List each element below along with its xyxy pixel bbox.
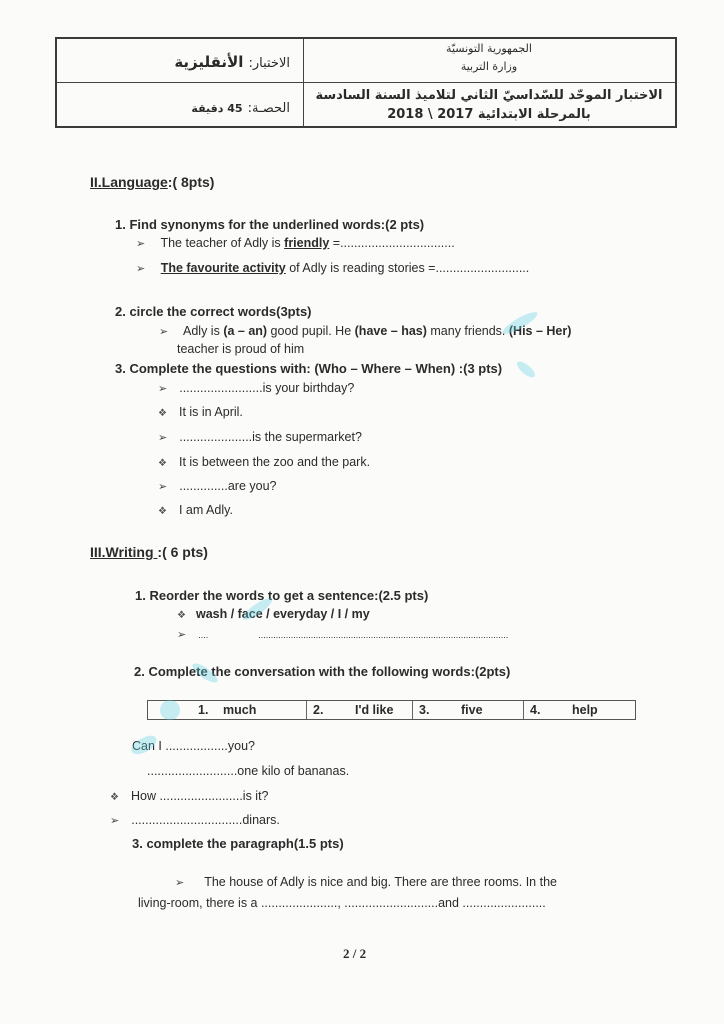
reorder-answer-line: ➢ .... .................................................................................................... [177, 629, 509, 641]
q-circle-title: 2. circle the correct words(3pts) [115, 304, 312, 319]
header-divider-horizontal [57, 82, 675, 83]
watermark-stroke [515, 359, 538, 380]
header-country: الجمهورية التونسيّة [446, 42, 532, 55]
watermark-stroke [160, 700, 180, 720]
dialogue-line: ➢ ................................dinars. [110, 813, 280, 827]
circle-sentence-line1: ➢ Adly is (a – an) good pupil. He (have – has) many friends. (His – Her) [159, 324, 571, 338]
answer-item: ❖ It is between the zoo and the park. [158, 455, 371, 469]
paragraph-line1: ➢ The house of Adly is nice and big. There are three rooms. In the [175, 875, 557, 889]
section-writing-title: III.Writing :( 6 pts) [90, 544, 208, 560]
word-bank-cell: 1. much [198, 703, 257, 717]
q-reorder-title: 1. Reorder the words to get a sentence:(2.5 pts) [135, 588, 429, 603]
question-item: ➢ .....................is the supermarket? [158, 430, 362, 444]
subject-value: الأنقليزية [174, 53, 244, 71]
word-bank-cell: 3. five [412, 701, 523, 719]
dialogue-line: Can I ..................you? [132, 739, 255, 753]
q-paragraph-title: 3. complete the paragraph(1.5 pts) [132, 836, 344, 851]
reorder-words: ❖ wash / face / everyday / I / my [177, 607, 370, 621]
word-bank-cell: 2. I'd like [306, 701, 412, 719]
synonym-item-1: ➢ The teacher of Adly is friendly =................................. [136, 236, 455, 250]
question-item: ➢ ..............are you? [158, 479, 277, 493]
paragraph-line2: living-room, there is a ......................, ...........................and ........................ [138, 896, 546, 910]
question-item: ➢ ........................is your birthday? [158, 381, 355, 395]
subject-label: الاختبار: [248, 56, 290, 71]
answer-item: ❖ I am Adly. [158, 503, 233, 517]
dialogue-line: ..........................one kilo of bananas. [147, 764, 350, 778]
header-subject [60, 52, 290, 71]
header-duration [60, 97, 290, 116]
page-number: 2 / 2 [343, 946, 367, 961]
duration-label: الحصـة: [247, 101, 290, 116]
synonym-item-2: ➢ The favourite activity of Adly is reading stories =........................... [136, 261, 529, 275]
answer-item: ❖ It is in April. [158, 405, 243, 419]
dialogue-line: ❖ How ........................is it? [110, 789, 269, 803]
section-language-title: II.Language:( 8pts) [90, 174, 215, 190]
word-bank-cell: 4. help [523, 701, 634, 719]
circle-sentence-line2: teacher is proud of him [177, 342, 305, 356]
q-complete-questions-title: 3. Complete the questions with: (Who – Where – When) :(3 pts) [115, 361, 503, 376]
q-synonyms-title: 1. Find synonyms for the underlined words:(2 pts) [115, 217, 425, 232]
header-exam-title-1: الاختبار الموحّد للسّداسيّ الثاني لتلاميذ السنة السادسة [315, 88, 663, 103]
duration-value: 45 دقيقة [191, 102, 243, 115]
word-bank-table [147, 700, 636, 720]
q-conversation-title: 2. Complete the conversation with the following words:(2pts) [134, 664, 511, 679]
header-ministry: وزارة التربية [460, 60, 518, 73]
header-exam-title-2: بالمرحلة الابتدائية 2017 \ 2018 [387, 107, 591, 122]
